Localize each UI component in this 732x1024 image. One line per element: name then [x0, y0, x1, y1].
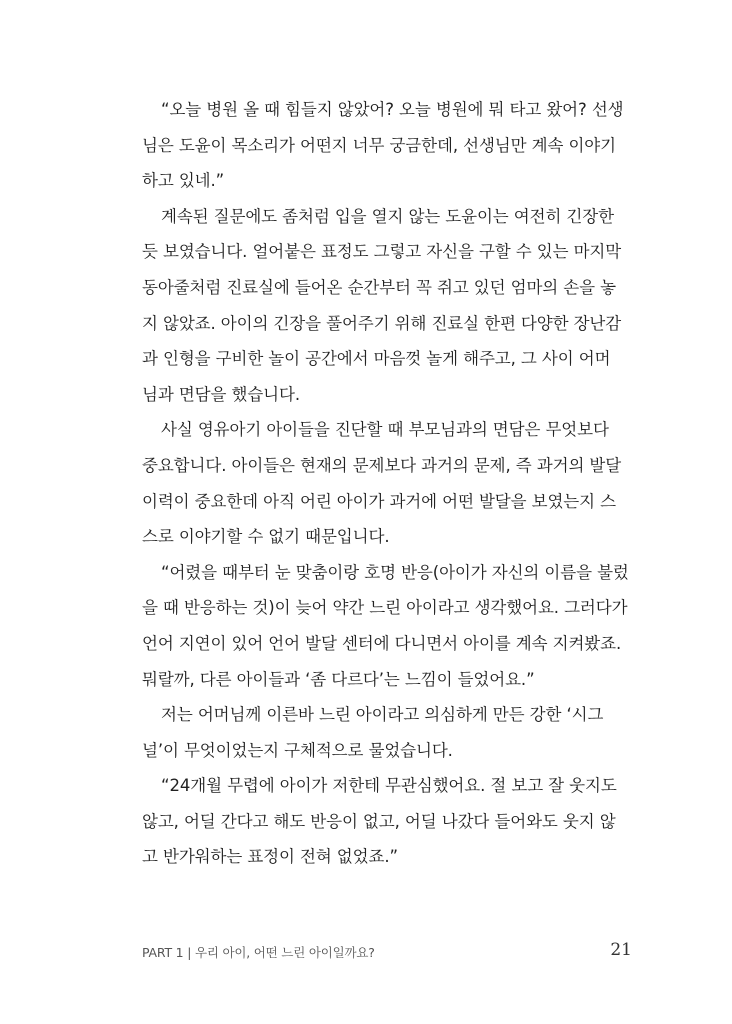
text-line: 뭐랄까, 다른 아이들과 ‘좀 다르다’는 느낌이 들었어요.”	[142, 669, 535, 689]
text-line: “24개월 무렵에 아이가 저한테 무관심했어요. 절 보고 잘 웃지도	[161, 776, 617, 796]
text-line: 과 인형을 구비한 놀이 공간에서 마음껏 놀게 해주고, 그 사이 어머	[142, 349, 611, 369]
paragraph	[142, 697, 642, 768]
text-line: 널’이 무엇이었는지 구체적으로 물었습니다.	[142, 740, 453, 760]
page-footer	[142, 940, 632, 964]
paragraph	[142, 555, 642, 697]
text-line: “어렸을 때부터 눈 맞춤이랑 호명 반응(아이가 자신의 이름을 불렀	[161, 562, 629, 582]
text-line: 계속된 질문에도 좀처럼 입을 열지 않는 도윤이는 여전히 긴장한	[161, 206, 614, 226]
text-line: 저는 어머님께 이른바 느린 아이라고 의심하게 만든 강한 ‘시그	[161, 705, 604, 725]
running-head: PART 1 | 우리 아이, 어떤 느린 아이일까요?	[142, 945, 375, 960]
text-line: “오늘 병원 올 때 힘들지 않았어? 오늘 병원에 뭐 타고 왔어? 선생	[161, 100, 624, 119]
text-line: 않고, 어딜 간다고 해도 반응이 없고, 어딜 나갔다 들어와도 웃지 않	[142, 811, 616, 831]
paragraph	[142, 768, 642, 875]
text-line: 님은 도윤이 목소리가 어떤지 너무 궁금한데, 선생님만 계속 이야기	[142, 135, 616, 155]
paragraph	[142, 92, 642, 199]
text-line: 스로 이야기할 수 없기 때문입니다.	[142, 527, 390, 547]
text-line: 사실 영유아기 아이들을 진단할 때 부모님과의 면담은 무엇보다	[161, 420, 609, 440]
paragraph	[142, 199, 642, 413]
text-line: 언어 지연이 있어 언어 발달 센터에 다니면서 아이를 계속 지켜봤죠.	[142, 633, 622, 653]
text-line: 중요합니다. 아이들은 현재의 문제보다 과거의 문제, 즉 과거의 발달	[142, 455, 622, 475]
text-line: 지 않았죠. 아이의 긴장을 풀어주기 위해 진료실 한편 다양한 장난감	[142, 313, 622, 333]
paragraph	[142, 412, 642, 554]
text-line: 이력이 중요한데 아직 어린 아이가 과거에 어떤 발달을 보였는지 스	[142, 491, 616, 511]
text-line: 을 때 반응하는 것)이 늦어 약간 느린 아이라고 생각했어요. 그러다가	[142, 598, 628, 618]
text-line: 고 반가워하는 표정이 전혀 없었죠.”	[142, 847, 398, 867]
text-line: 동아줄처럼 진료실에 들어온 순간부터 꼭 쥐고 있던 엄마의 손을 놓	[142, 277, 616, 297]
text-line: 님과 면담을 했습니다.	[142, 384, 300, 404]
text-line: 하고 있네.”	[142, 171, 225, 191]
page-number: 21	[610, 940, 632, 960]
body-text	[142, 92, 642, 875]
text-line: 듯 보였습니다. 얼어붙은 표정도 그렇고 자신을 구할 수 있는 마지막	[142, 242, 622, 262]
